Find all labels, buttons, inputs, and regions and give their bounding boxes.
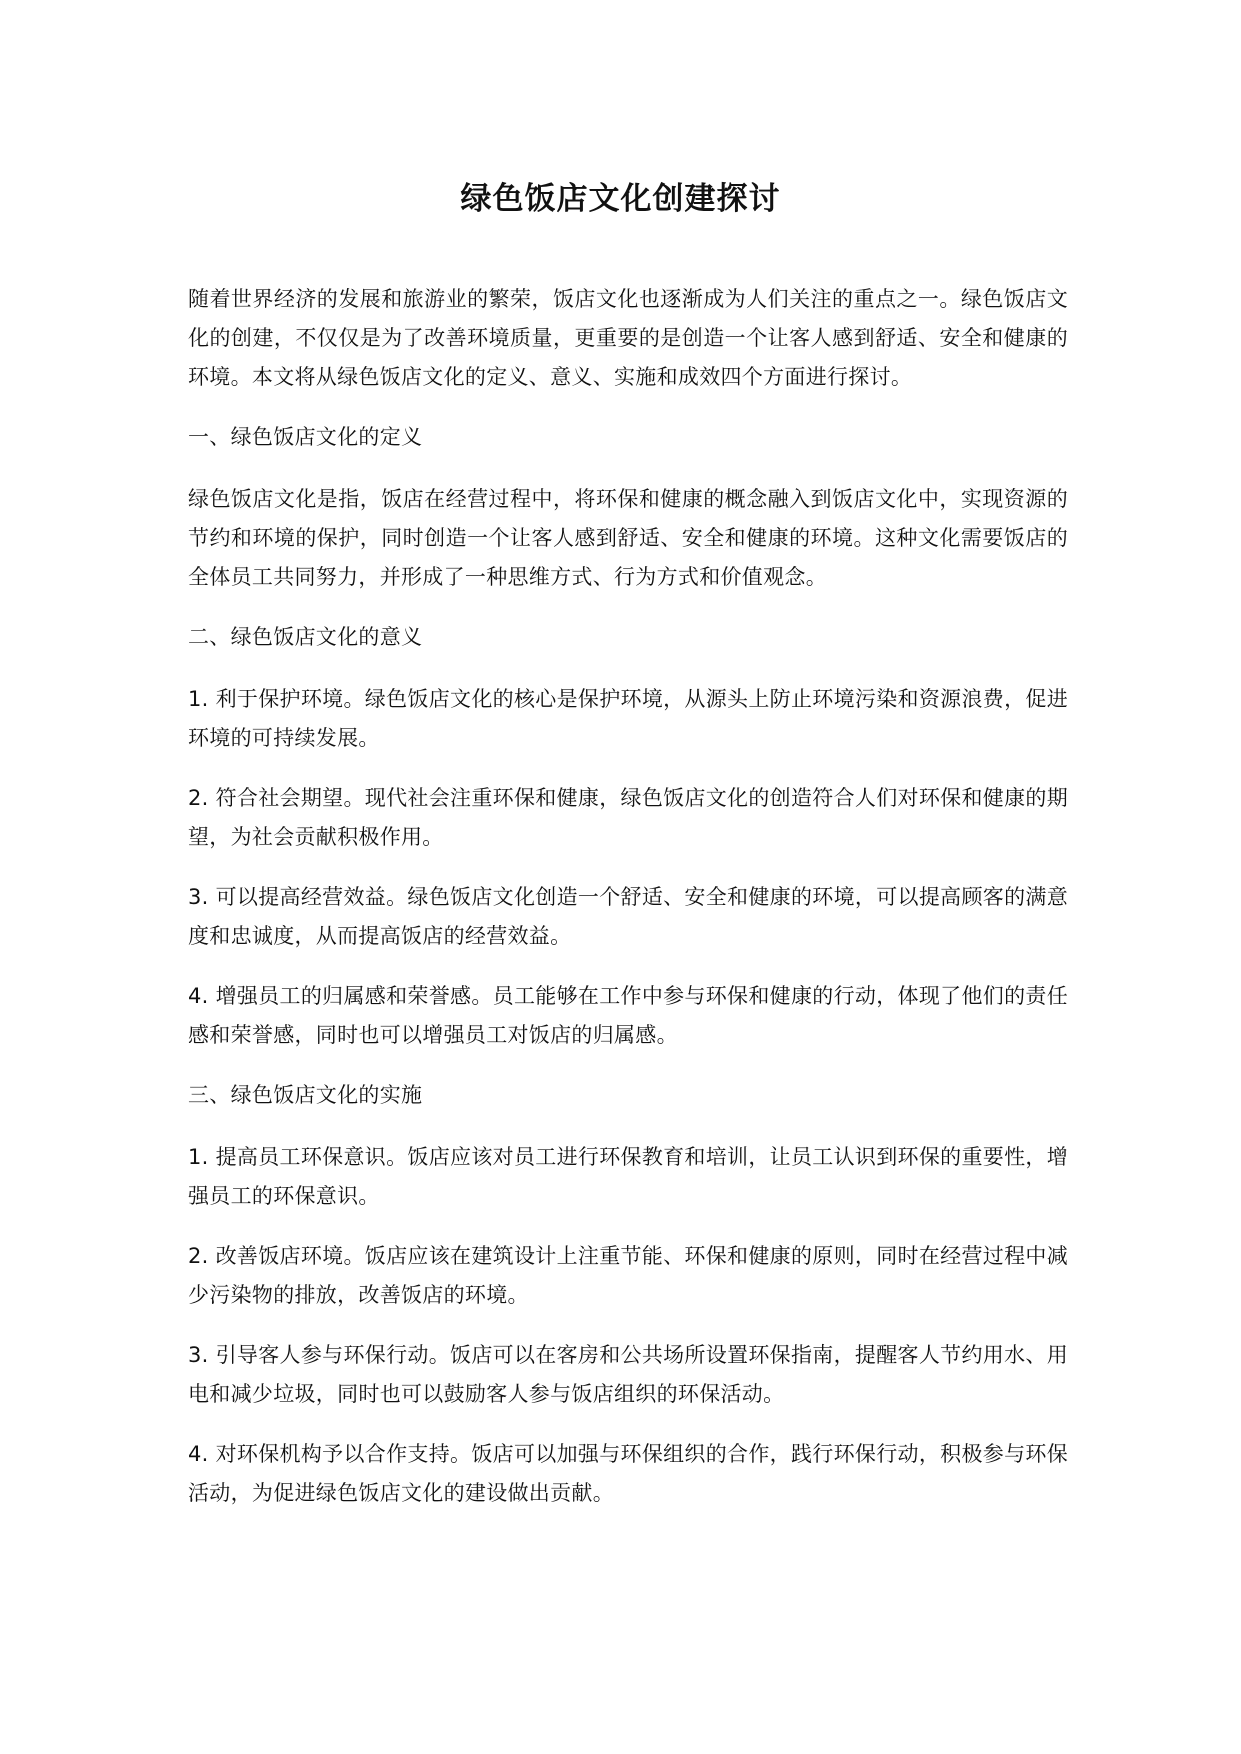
section-definition bbox=[188, 418, 1068, 597]
section-heading: 一、绿色饭店文化的定义 bbox=[188, 425, 423, 449]
list-item-paragraph: 1. 利于保护环境。绿色饭店文化的核心是保护环境，从源头上防止环境污染和资源浪费，促进环境的可持续发展。 bbox=[188, 687, 1068, 750]
list-item-paragraph: 2. 符合社会期望。现代社会注重环保和健康，绿色饭店文化的创造符合人们对环保和健康的期望，为社会贡献积极作用。 bbox=[188, 786, 1068, 849]
list-item-paragraph: 2. 改善饭店环境。饭店应该在建筑设计上注重节能、环保和健康的原则，同时在经营过程中减少污染物的排放，改善饭店的环境。 bbox=[188, 1244, 1068, 1307]
intro-paragraph: 随着世界经济的发展和旅游业的繁荣，饭店文化也逐渐成为人们关注的重点之一。绿色饭店文化的创建，不仅仅是为了改善环境质量，更重要的是创造一个让客人感到舒适、安全和健康的环境。本文将从绿色饭店文化的定义、意义、实施和成效四个方面进行探讨。 bbox=[188, 287, 1068, 389]
list-item-paragraph: 1. 提高员工环保意识。饭店应该对员工进行环保教育和培训，让员工认识到环保的重要性，增强员工的环保意识。 bbox=[188, 1145, 1068, 1208]
section-paragraph: 绿色饭店文化是指，饭店在经营过程中，将环保和健康的概念融入到饭店文化中，实现资源的节约和环境的保护，同时创造一个让客人感到舒适、安全和健康的环境。这种文化需要饭店的全体员工共同努力，并形成了一种思维方式、行为方式和价值观念。 bbox=[188, 487, 1068, 589]
section-significance bbox=[188, 618, 1068, 1055]
list-item-paragraph: 4. 增强员工的归属感和荣誉感。员工能够在工作中参与环保和健康的行动，体现了他们的责任感和荣誉感，同时也可以增强员工对饭店的归属感。 bbox=[188, 984, 1068, 1047]
section-heading: 三、绿色饭店文化的实施 bbox=[188, 1083, 423, 1107]
section-heading: 二、绿色饭店文化的意义 bbox=[188, 625, 423, 649]
document-body bbox=[188, 280, 1068, 1534]
section-implementation bbox=[188, 1076, 1068, 1513]
document-title: 绿色饭店文化创建探讨 bbox=[460, 181, 781, 217]
list-item-paragraph: 3. 引导客人参与环保行动。饭店可以在客房和公共场所设置环保指南，提醒客人节约用水、用电和减少垃圾，同时也可以鼓励客人参与饭店组织的环保活动。 bbox=[188, 1343, 1068, 1406]
list-item-paragraph: 3. 可以提高经营效益。绿色饭店文化创造一个舒适、安全和健康的环境，可以提高顾客的满意度和忠诚度，从而提高饭店的经营效益。 bbox=[188, 885, 1068, 948]
list-item-paragraph: 4. 对环保机构予以合作支持。饭店可以加强与环保组织的合作，践行环保行动，积极参与环保活动，为促进绿色饭店文化的建设做出贡献。 bbox=[188, 1442, 1068, 1505]
